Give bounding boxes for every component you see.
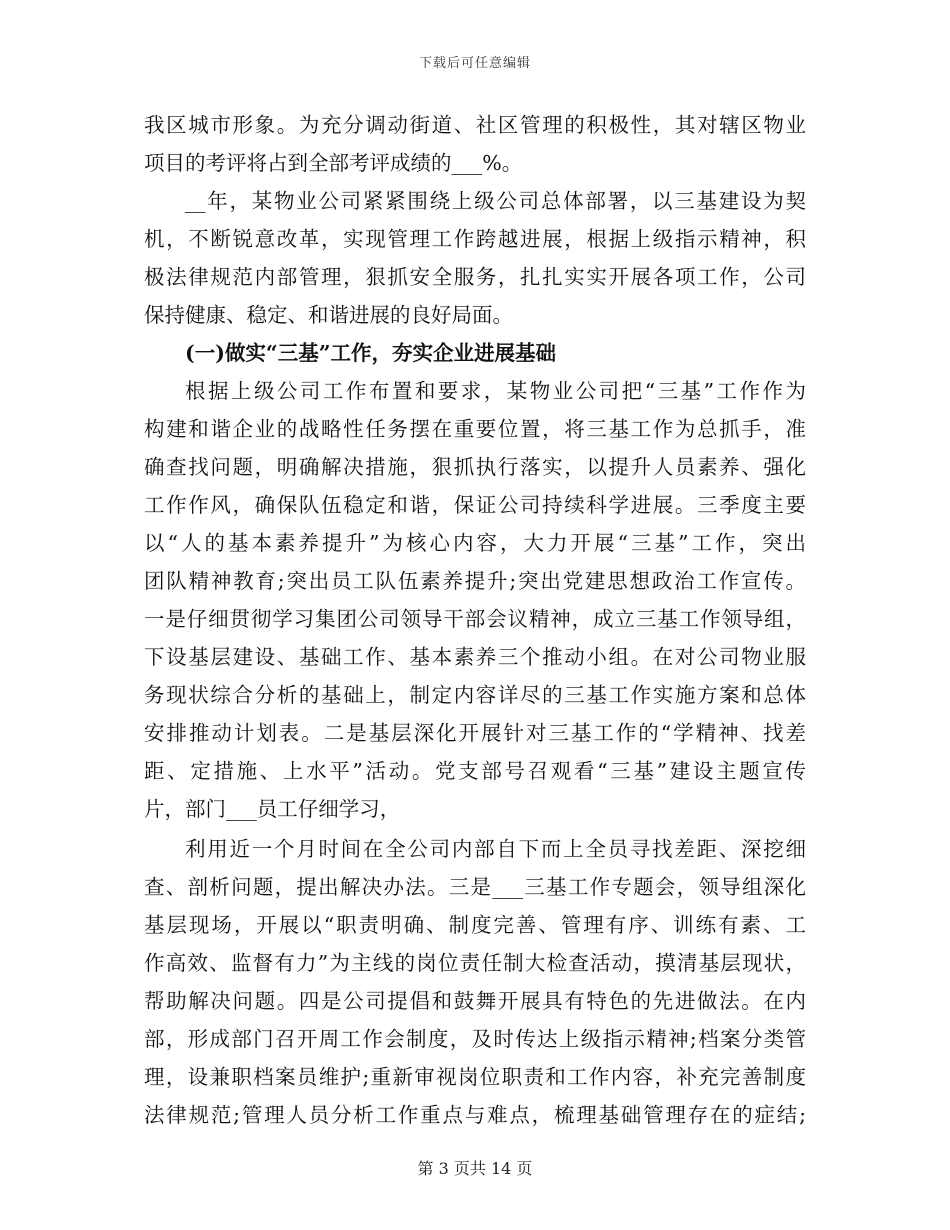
body-line: 法律规范;管理人员分析工作重点与难点，梳理基础管理存在的症结; — [144, 1103, 806, 1127]
body-line: 务现状综合分析的基础上，制定内容详尽的三基工作实施方案和总体 — [144, 683, 806, 707]
paragraph-start-line: 根据上级公司工作布置和要求，某物业公司把“三基”工作作为 — [185, 379, 806, 403]
body-line: 安排推动计划表。二是基层深化开展针对三基工作的“学精神、找差 — [144, 721, 806, 745]
body-line: 理，设兼职档案员维护;重新审视岗位职责和工作内容，补充完善制度 — [144, 1065, 806, 1089]
body-line: 距、定措施、上水平”活动。党支部号召观看“三基”建设主题宣传 — [144, 759, 806, 783]
body-line: 团队精神教育;突出员工队伍素养提升;突出党建思想政治工作宣传。 — [144, 569, 806, 593]
body-line: 帮助解决问题。四是公司提倡和鼓舞开展具有特色的先进做法。在内 — [144, 989, 806, 1013]
body-line: 查、剖析问题，提出解决办法。三是___三基工作专题会，领导组深化 — [144, 875, 806, 899]
body-line: 极法律规范内部管理，狠抓安全服务，扎扎实实开展各项工作，公司 — [144, 265, 806, 289]
section-heading: (一)做实“三基”工作，夯实企业进展基础 — [185, 341, 556, 365]
body-line: 下设基层建设、基础工作、基本素养三个推动小组。在对公司物业服 — [144, 645, 806, 669]
body-line: 一是仔细贯彻学习集团公司领导干部会议精神，成立三基工作领导组， — [144, 607, 806, 631]
body-line: 以“人的基本素养提升”为核心内容，大力开展“三基”工作，突出 — [144, 531, 806, 555]
document-body — [144, 106, 806, 1134]
body-line: 片，部门___员工仔细学习， — [144, 797, 401, 821]
body-line: 确查找问题，明确解决措施，狠抓执行落实，以提升人员素养、强化 — [144, 455, 806, 479]
page-header: 下载后可任意编辑 — [418, 56, 531, 71]
page-footer: 第 3 页共 14 页 — [417, 1159, 533, 1178]
body-line: 保持健康、稳定、和谐进展的良好局面。 — [144, 303, 513, 327]
body-line: 作高效、监督有力”为主线的岗位责任制大检查活动，摸清基层现状， — [144, 951, 806, 975]
paragraph-start-line: __年，某物业公司紧紧围绕上级公司总体部署，以三基建设为契 — [185, 189, 806, 213]
body-line: 基层现场，开展以“职责明确、制度完善、管理有序、训练有素、工 — [144, 913, 806, 937]
body-line: 项目的考评将占到全部考评成绩的___%。 — [144, 151, 523, 175]
body-line: 我区城市形象。为充分调动街道、社区管理的积极性，其对辖区物业 — [144, 113, 806, 137]
body-line: 部，形成部门召开周工作会制度，及时传达上级指示精神;档案分类管 — [144, 1027, 806, 1051]
body-line: 机，不断锐意改革，实现管理工作跨越进展，根据上级指示精神，积 — [144, 227, 806, 251]
body-line: 工作作风，确保队伍稳定和谐，保证公司持续科学进展。三季度主要 — [144, 493, 806, 517]
paragraph-start-line: 利用近一个月时间在全公司内部自下而上全员寻找差距、深挖细 — [185, 837, 806, 861]
body-line: 构建和谐企业的战略性任务摆在重要位置，将三基工作为总抓手，准 — [144, 417, 806, 441]
